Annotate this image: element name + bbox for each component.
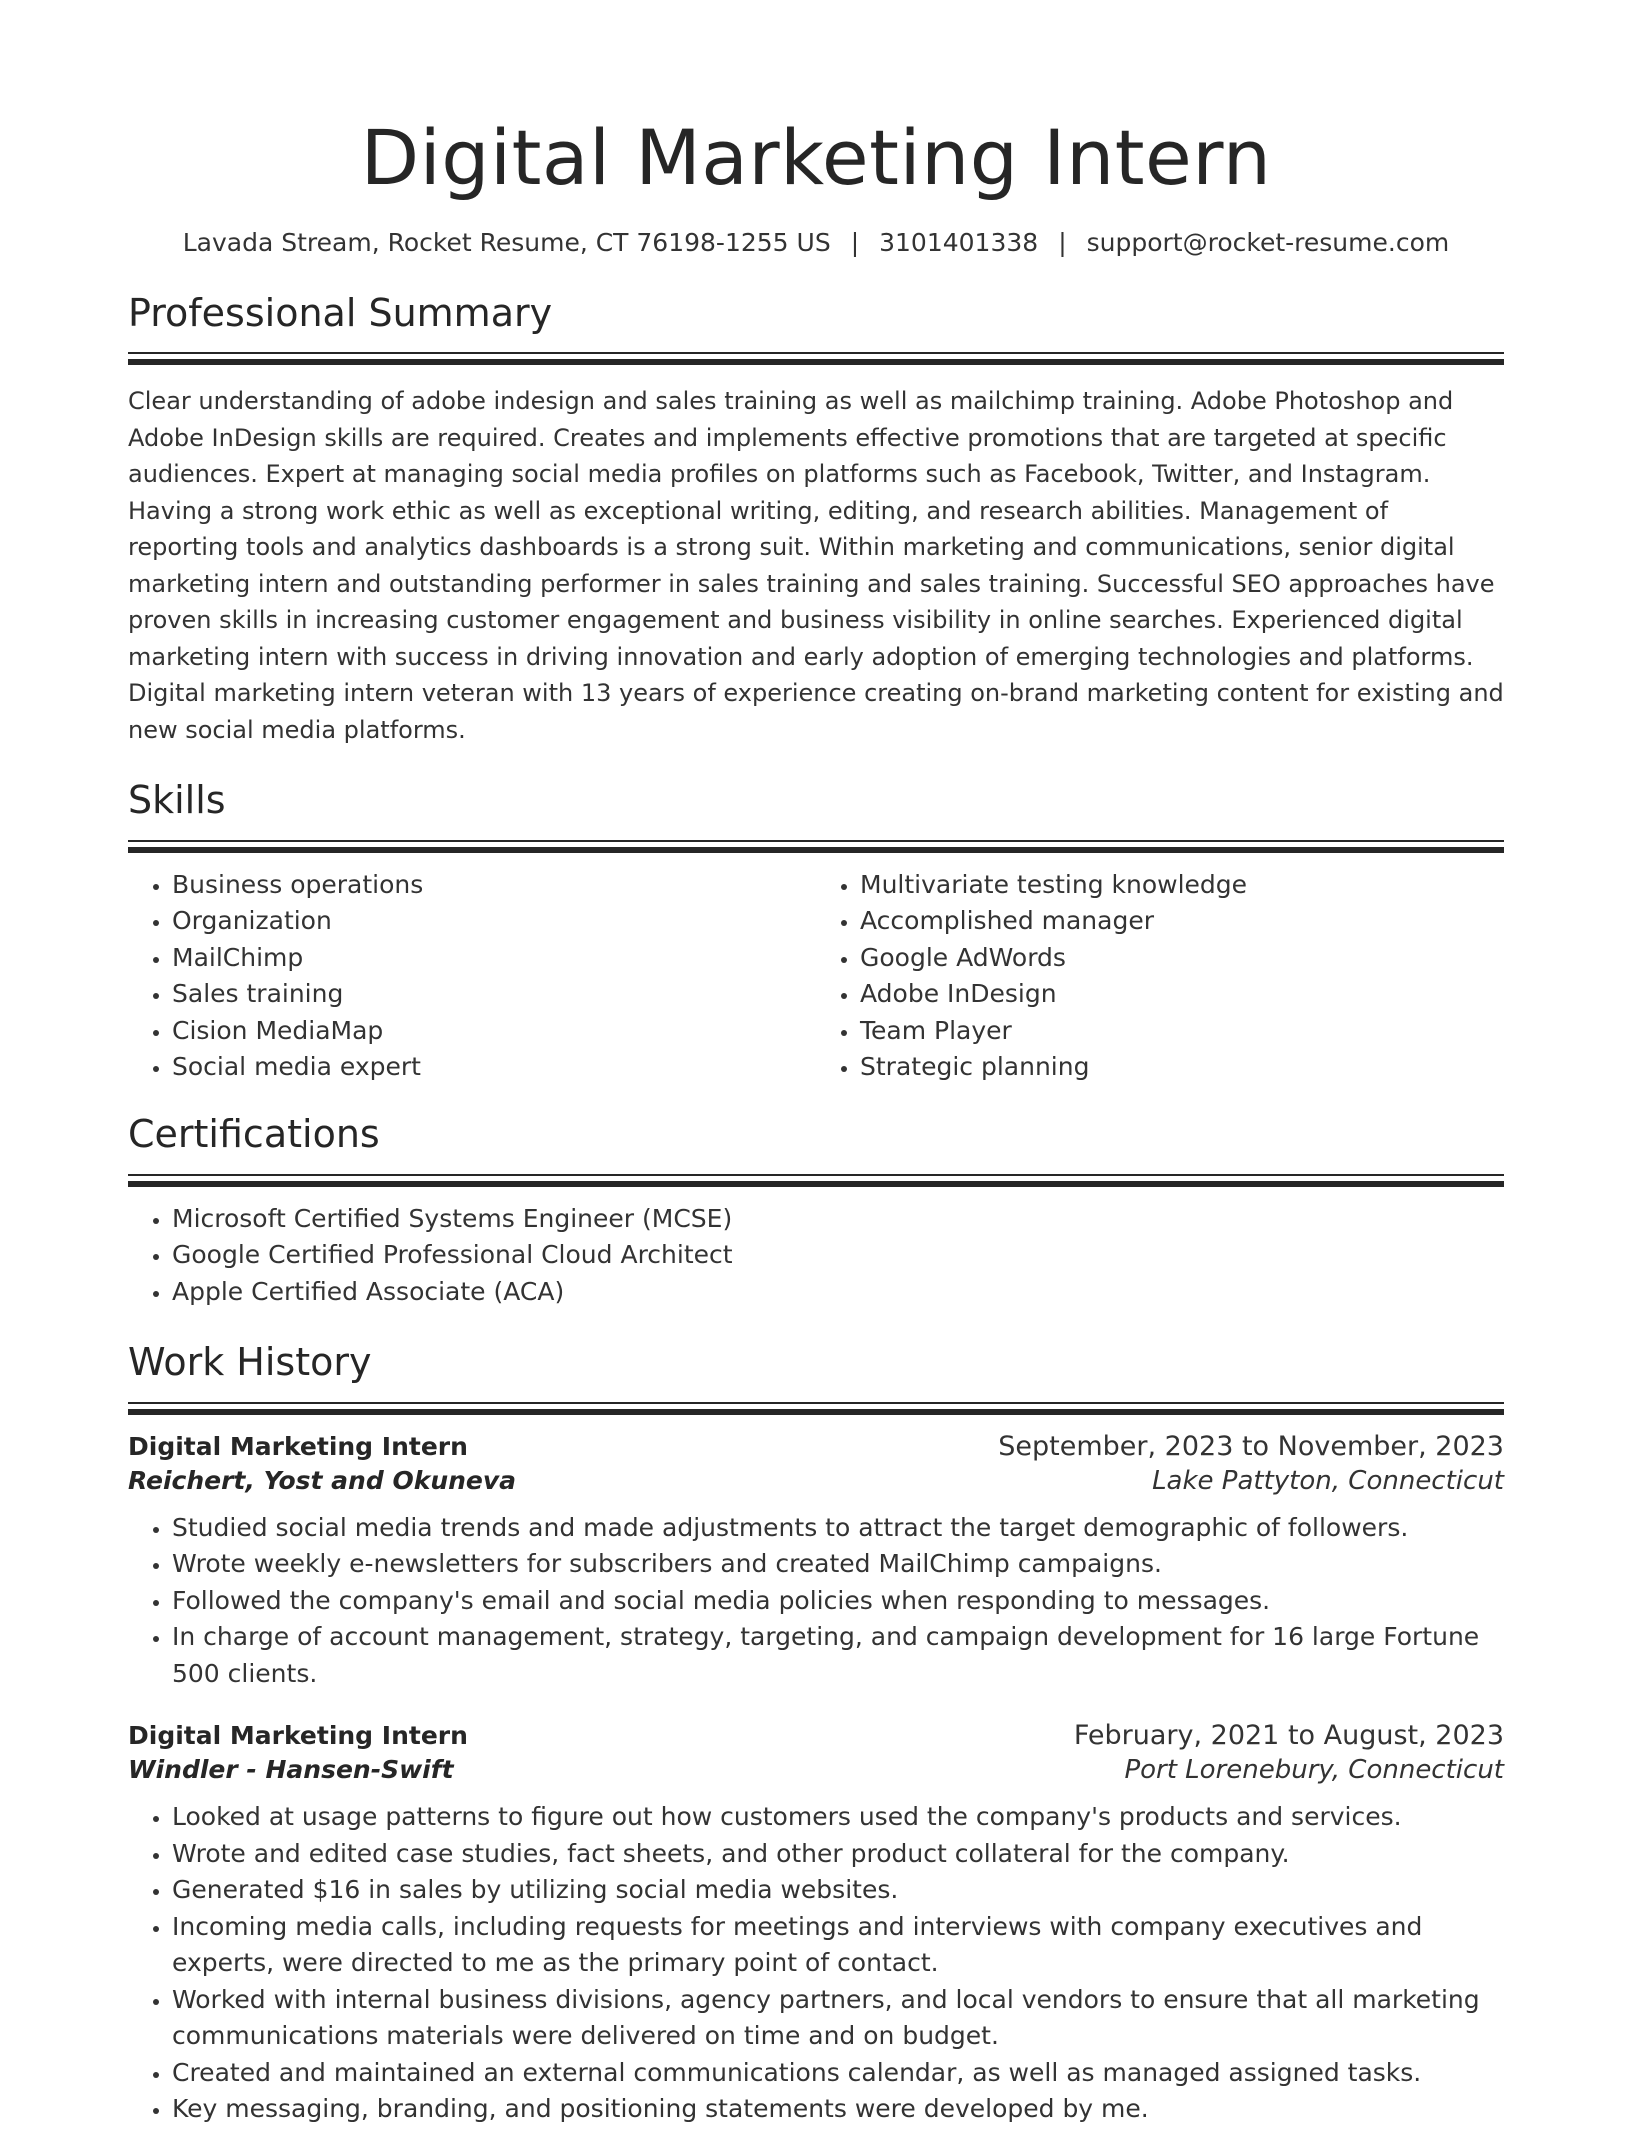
contact-separator: | <box>850 227 860 257</box>
job-bullet: • Looked at usage patterns to figure out how customers used the company's products and services. <box>172 1799 1504 1836</box>
job-bullet: • Wrote and edited case studies, fact sheets, and other product collateral for the company. <box>172 1836 1504 1873</box>
job-location: Port Lorenebury, Connecticut <box>1124 1755 1504 1786</box>
job-subheader <box>128 1466 1504 1496</box>
job-bullets <box>128 1799 1504 2128</box>
skills-section <box>128 778 1504 1086</box>
job-dates: February, 2021 to August, 2023 <box>1073 1720 1504 1752</box>
skill-item: • Google AdWords <box>860 940 1504 977</box>
skill-item: • Social media expert <box>172 1049 816 1086</box>
skills-list-right <box>816 867 1504 1086</box>
job-bullet: • Studied social media trends and made adjustments to attract the target demographic of followers. <box>172 1510 1504 1547</box>
certification-item: • Google Certified Professional Cloud Architect <box>172 1237 1504 1274</box>
resume-name: Digital Marketing Intern <box>360 113 1272 202</box>
job-bullet: • Created and maintained an external communications calendar, as well as managed assigned tasks. <box>172 2055 1504 2092</box>
job-header <box>128 1431 1504 1462</box>
skills-grid <box>128 867 1504 1086</box>
job-header <box>128 1720 1504 1751</box>
skills-list-left <box>128 867 816 1086</box>
summary-heading: Professional Summary <box>128 290 553 335</box>
contact-separator: | <box>1058 227 1067 257</box>
contact-line <box>128 228 1504 257</box>
job-bullet: • In charge of account management, strategy, targeting, and campaign development for 16 large Fortune 500 clients. <box>172 1619 1504 1692</box>
skill-item: • Adobe InDesign <box>860 976 1504 1013</box>
skill-item: • Sales training <box>172 976 816 1013</box>
section-divider <box>128 352 1504 365</box>
job-entry <box>128 1431 1504 1693</box>
job-bullets <box>128 1510 1504 1693</box>
job-dates: September, 2023 to November, 2023 <box>998 1430 1504 1462</box>
job-subheader <box>128 1755 1504 1785</box>
job-bullet: • Worked with internal business divisions, agency partners, and local vendors to ensure that all marketing communications materials were delivered on time and on budget. <box>172 1982 1504 2055</box>
skill-item: • Organization <box>172 903 816 940</box>
skill-item: • Multivariate testing knowledge <box>860 867 1504 904</box>
section-divider <box>128 840 1504 853</box>
certification-item: • Microsoft Certified Systems Engineer (MCSE) <box>172 1201 1504 1238</box>
job-bullet: • Followed the company's email and social media policies when responding to messages. <box>172 1583 1504 1620</box>
job-bullet: • Wrote weekly e-newsletters for subscribers and created MailChimp campaigns. <box>172 1546 1504 1583</box>
job-bullet: • Key messaging, branding, and positioning statements were developed by me. <box>172 2091 1504 2128</box>
skill-item: • Accomplished manager <box>860 903 1504 940</box>
work-history-section <box>128 1340 1504 2128</box>
job-bullet: • Incoming media calls, including requests for meetings and interviews with company executives and experts, were directed to me as the primary point of contact. <box>172 1909 1504 1982</box>
job-entry <box>128 1720 1504 2128</box>
job-company: Windler - Hansen-Swift <box>128 1755 454 1785</box>
skill-item: • Strategic planning <box>860 1049 1504 1086</box>
job-title: Digital Marketing Intern <box>128 1431 468 1461</box>
section-divider <box>128 1174 1504 1187</box>
work-history-heading: Work History <box>128 1340 372 1385</box>
certifications-section <box>128 1112 1504 1310</box>
job-title: Digital Marketing Intern <box>128 1721 468 1751</box>
certifications-heading: Certifications <box>128 1111 380 1156</box>
skill-item: • Business operations <box>172 867 816 904</box>
skill-item: • MailChimp <box>172 940 816 977</box>
job-company: Reichert, Yost and Okuneva <box>128 1465 517 1495</box>
job-bullet: • Generated $16 in sales by utilizing social media websites. <box>172 1872 1504 1909</box>
certifications-list <box>128 1201 1504 1311</box>
contact-address: Lavada Stream, Rocket Resume, CT 76198-1255 US <box>182 227 831 257</box>
summary-section <box>128 291 1504 749</box>
job-location: Lake Pattyton, Connecticut <box>1152 1465 1504 1496</box>
section-divider <box>128 1402 1504 1415</box>
certification-item: • Apple Certified Associate (ACA) <box>172 1274 1504 1311</box>
contact-phone: 3101401338 <box>879 227 1039 257</box>
skill-item: • Cision MediaMap <box>172 1013 816 1050</box>
summary-text: Clear understanding of adobe indesign and sales training as well as mailchimp training. Adobe Photoshop and Adobe InDesign skills are required. Creates and implements effective promotions that are targeted at specific audiences. Expert at managing social media profiles on platforms such as Facebook, Twitter, and Instagram. Having a strong work ethic as well as exceptional writing, editing, and research abilities. Management of reporting tools and analytics dashboards is a strong suit. Within marketing and communications, senior digital marketing intern and outstanding performer in sales training and sales training. Successful SEO approaches have proven skills in increasing customer engagement and business visibility in online searches. Experienced digital marketing intern with success in driving innovation and early adoption of emerging technologies and platforms. Digital marketing intern veteran with 13 years of experience creating on-brand marketing content for existing and new social media platforms. <box>128 387 1504 744</box>
skill-item: • Team Player <box>860 1013 1504 1050</box>
contact-email: support@rocket-resume.com <box>1086 227 1450 257</box>
skills-heading: Skills <box>128 778 226 823</box>
